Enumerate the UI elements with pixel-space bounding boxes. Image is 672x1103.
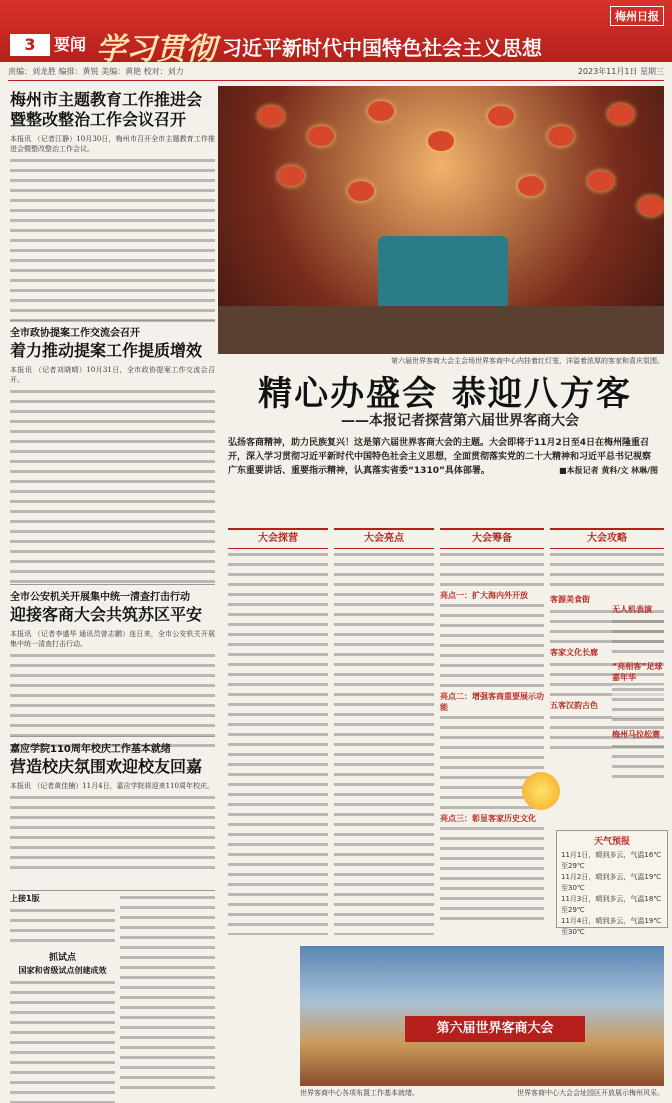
article-lede: 本报讯 （记者黄佳楠）11月4日，嘉应学院将迎来110周年校庆。 — [10, 782, 214, 790]
hall-lantern-photo — [218, 86, 664, 354]
weather-box — [556, 830, 668, 936]
weather-title: 天气预报 — [593, 837, 630, 847]
section-name: 要闻 — [54, 35, 87, 54]
guide-item: 客源美食街 — [550, 595, 590, 604]
article-headline: 梅州市主题教育工作推进会 — [10, 90, 203, 109]
editors: 责编：刘龙胜 编排：黄锐 美编：黄艳 校对：刘力 — [8, 67, 184, 76]
divider — [10, 736, 215, 737]
guide-item: 梅州马拉松赛 — [612, 730, 660, 739]
subsection-subhead: 国家和省级试点创建成效 — [18, 966, 107, 975]
continued-note: 上接1版 — [10, 894, 40, 903]
column-body-4b — [612, 600, 664, 782]
article-headline: 着力推动提案工作提质增效 — [10, 341, 203, 360]
column-head-3: 大会筹备 — [440, 528, 544, 549]
article-body — [10, 387, 215, 587]
feature-headline: 精心办盛会 恭迎八方客 — [258, 374, 632, 414]
photo-caption-right: 世界客商中心大会会址园区开放展示梅州风采。 — [517, 1089, 664, 1097]
guide-item: 无人机表演 — [612, 605, 652, 614]
article-kicker: 嘉应学院110周年校庆工作基本就绪 — [10, 744, 171, 755]
exhibit-booth — [378, 236, 508, 316]
masthead-subtitle: 习近平新时代中国特色社会主义思想 — [222, 36, 542, 60]
masthead — [0, 0, 672, 67]
feature-lead: 弘扬客商精神，助力民族复兴！这是第六届世界客商大会的主题。大会即将于11月2日至4日在梅州隆重召开，深入学习贯彻习近平新时代中国特色社会主义思想，全面贯彻落实党的二十大精神和习近平总书记视察广东重要讲话、重要指示精神，认真落实省委“1310”具体部署。 ■本报记者 黄科/文 林琳/图 — [228, 438, 658, 476]
weather-line: 11月3日，晴到多云，气温18℃至29℃ — [561, 895, 662, 914]
column-head-1: 大会探营 — [228, 528, 328, 549]
divider — [10, 890, 215, 891]
article-university-anniversary — [10, 740, 215, 873]
newspaper-logo: 梅州日报 — [610, 6, 664, 26]
article-headline: 营造校庆氛围欢迎校友回嘉 — [10, 757, 203, 776]
article-headline: 迎接客商大会共筑苏区平安 — [10, 605, 203, 624]
sun-icon — [522, 772, 560, 810]
calligraphy-title: 学习贯彻 — [96, 32, 216, 67]
article-kicker: 全市公安机关开展集中统一清查打击行动 — [10, 592, 190, 603]
article-lede: 本报讯 （记者刘晓晴）10月31日，全市政协提案工作交流会召开。 — [10, 366, 215, 384]
weather-line: 11月2日，晴到多云，气温19℃至30℃ — [561, 873, 662, 892]
article-lede: 本报讯 （记者李盛华 通讯员曾志鹏）连日来，全市公安机关开展集中统一清查打击行动。 — [10, 630, 215, 648]
info-bar — [8, 66, 664, 81]
article-headline-2: 暨整改整治工作会议召开 — [10, 110, 187, 129]
highlight-2: 亮点二：增强客商重要展示功能 — [440, 692, 544, 712]
weather-line: 11月4日，晴到多云，气温19℃至30℃ — [561, 917, 662, 936]
subsection-head: 抓试点 — [48, 953, 76, 963]
article-body — [10, 156, 215, 326]
photo-caption: 第六届世界客商大会主会场世界客商中心内挂着红灯笼，洋溢着浓厚的客家和喜庆氛围。 — [391, 357, 664, 365]
article-continued-col2 — [120, 893, 215, 1093]
venue-banner: 第六届世界客商大会 — [405, 1016, 585, 1042]
weather-line: 11月1日，晴到多云，气温16℃至29℃ — [561, 851, 662, 870]
article-theme-education — [10, 90, 215, 326]
issue-date: 2023年11月1日 星期三 — [577, 67, 664, 76]
article-police-operation — [10, 588, 215, 751]
column-body-2 — [334, 550, 434, 935]
column-head-4: 大会攻略 — [550, 528, 664, 549]
highlight-1: 亮点一：扩大海内外开放 — [440, 591, 528, 600]
guide-item: “亮相客”足球嘉年华 — [612, 662, 663, 682]
article-cppcc-proposals — [10, 324, 215, 587]
article-kicker: 全市政协提案工作交流会召开 — [10, 328, 140, 339]
guide-item: 客家文化长廊 — [550, 648, 598, 657]
photo-caption-left: 世界客商中心各项布置工作基本就绪。 — [300, 1089, 419, 1097]
guide-item: 五客汉韵古色 — [550, 701, 598, 710]
feature-subhead: ——本报记者探营第六届世界客商大会 — [341, 413, 579, 429]
divider — [10, 584, 215, 585]
divider — [10, 320, 215, 321]
column-head-2: 大会亮点 — [334, 528, 434, 549]
section-number: 3 — [10, 34, 50, 56]
feature-credit: ■本报记者 黄科/文 林琳/图 — [559, 466, 658, 475]
article-lede: 本报讯 （记者江静）10月30日，梅州市召开全市主题教育工作推进会暨整改整治工作会议。 — [10, 135, 215, 153]
highlight-3: 亮点三：彰显客家历史文化 — [440, 814, 536, 823]
article-continued — [10, 893, 115, 1103]
article-body — [10, 793, 215, 873]
column-body-3 — [440, 550, 544, 924]
column-body-1 — [228, 550, 328, 935]
